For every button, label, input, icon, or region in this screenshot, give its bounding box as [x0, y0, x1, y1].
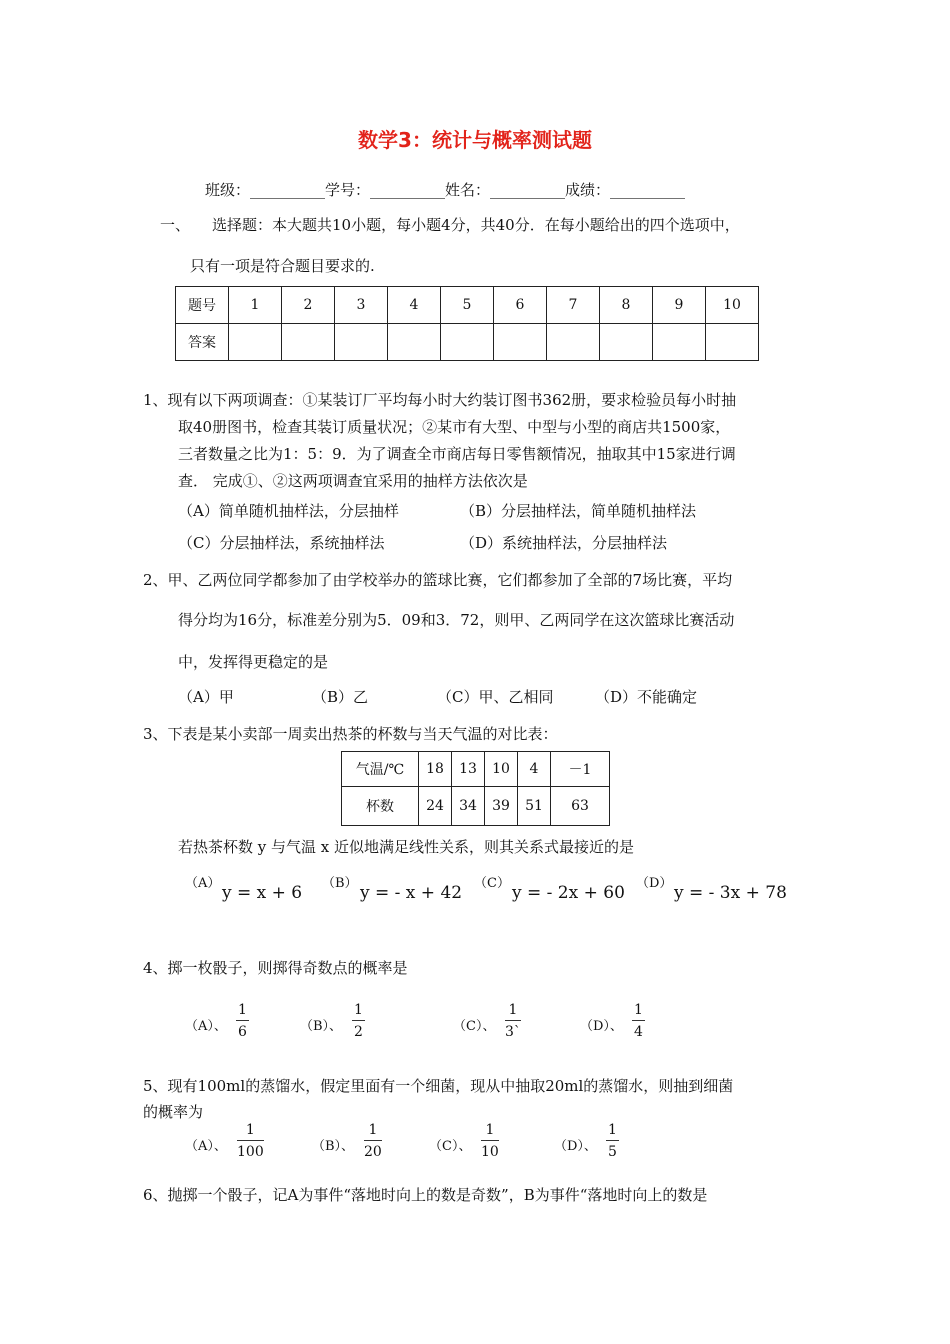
- answer-cell[interactable]: [335, 324, 388, 361]
- question-1-line: 查． 完成①、②这两项调查宜采用的抽样方法依次是: [178, 472, 528, 490]
- question-2-option-a[interactable]: （A）甲: [178, 688, 234, 706]
- question-3-option-b-label[interactable]: （B）: [322, 876, 358, 891]
- temperature-cell: －1: [551, 752, 610, 787]
- question-number-cell: 3: [335, 287, 388, 324]
- fraction-numerator: 1: [237, 1123, 264, 1141]
- fraction-numerator: 1: [364, 1123, 382, 1141]
- cups-cell: 34: [452, 787, 485, 826]
- question-2-line: 2、甲、乙两位同学都参加了由学校举办的篮球比赛，它们都参加了全部的7场比赛，平均: [143, 571, 733, 589]
- question-number-cell: 2: [282, 287, 335, 324]
- question-2-option-c[interactable]: （C）甲、乙相同: [437, 688, 554, 706]
- answer-cell[interactable]: [547, 324, 600, 361]
- fraction-denominator: 6: [238, 1024, 247, 1040]
- cups-cell: 39: [485, 787, 518, 826]
- fraction-numerator: 1: [236, 1003, 249, 1021]
- question-4-option-c-label[interactable]: （C）、: [453, 1019, 496, 1034]
- question-1-line: 三者数量之比为1：5：9．为了调查全市商店每日零售额情况，抽取其中15家进行调: [178, 445, 736, 463]
- question-number-cell: 10: [706, 287, 759, 324]
- cups-cell: 24: [419, 787, 452, 826]
- question-number-cell: 8: [600, 287, 653, 324]
- fraction-numerator: 1: [481, 1123, 499, 1141]
- fraction-denominator: 5: [608, 1144, 617, 1160]
- fraction-denominator: 100: [237, 1144, 264, 1160]
- answer-cell[interactable]: [600, 324, 653, 361]
- question-5-line: 的概率为: [143, 1103, 204, 1121]
- question-3-option-d-expr: y = - 3x + 78: [674, 883, 787, 903]
- student-info-line: 班级：__________学号：__________姓名：__________成绩：__________: [205, 181, 686, 199]
- question-5-option-c-label[interactable]: （C）、: [429, 1139, 472, 1154]
- question-3-stem: 3、下表是某小卖部一周卖出热茶的杯数与当天气温的对比表：: [143, 725, 558, 743]
- question-5-option-d-fraction: [606, 1123, 619, 1159]
- cups-row-label: 杯数: [342, 787, 419, 826]
- question-number-cell: 1: [229, 287, 282, 324]
- question-number-cell: 6: [494, 287, 547, 324]
- question-3-option-c-label[interactable]: （C）: [474, 876, 510, 891]
- question-1-line: 1、现有以下两项调查：①某装订厂平均每小时大约装订图书362册，要求检验员每小时抽: [143, 391, 737, 409]
- question-3-followup: 若热茶杯数 y 与气温 x 近似地满足线性关系，则其关系式最接近的是: [178, 838, 635, 856]
- question-number-cell: 7: [547, 287, 600, 324]
- question-2-line: 得分均为16分，标准差分别为5．09和3．72，则甲、乙两同学在这次篮球比赛活动: [178, 611, 735, 629]
- question-4-stem: 4、掷一枚骰子，则掷得奇数点的概率是: [143, 959, 408, 977]
- temperature-table: [341, 751, 610, 826]
- temperature-cell: 10: [485, 752, 518, 787]
- temperature-cell: 4: [518, 752, 551, 787]
- answer-cell[interactable]: [653, 324, 706, 361]
- question-3-option-a-expr: y = x + 6: [222, 883, 303, 903]
- section-instruction-line2: 只有一项是符合题目要求的.: [190, 257, 375, 275]
- fraction-numerator: 1: [606, 1123, 619, 1141]
- answer-cell[interactable]: [494, 324, 547, 361]
- question-number-cell: 5: [441, 287, 494, 324]
- question-3-option-c-expr: y = - 2x + 60: [512, 883, 625, 903]
- question-4-option-a-label[interactable]: （A）、: [185, 1019, 227, 1034]
- question-4-option-a-fraction: [236, 1003, 249, 1039]
- question-number-cell: 9: [653, 287, 706, 324]
- temperature-cell: 13: [452, 752, 485, 787]
- fraction-denominator: 20: [364, 1144, 382, 1160]
- question-2-option-d[interactable]: （D）不能确定: [595, 688, 698, 706]
- temperature-row-label: 气温/℃: [342, 752, 419, 787]
- question-4-option-c-fraction: [505, 1003, 521, 1039]
- question-3-option-a-label[interactable]: （A）: [185, 876, 221, 891]
- question-5-option-d-label[interactable]: （D）、: [554, 1139, 597, 1154]
- question-6-line: 6、抛掷一个骰子，记A为事件“落地时向上的数是奇数”，B为事件“落地时向上的数是: [143, 1186, 708, 1204]
- answer-table: [175, 286, 759, 361]
- question-1-option-c[interactable]: （C）分层抽样法，系统抽样法: [178, 534, 385, 552]
- answer-cell[interactable]: [229, 324, 282, 361]
- page-title: 数学3：统计与概率测试题: [358, 128, 592, 152]
- section-instruction-line1: 选择题：本大题共10小题，每小题4分，共40分．在每小题给出的四个选项中，: [212, 216, 740, 234]
- fraction-denominator: 4: [634, 1024, 643, 1040]
- question-3-option-b-expr: y = - x + 42: [360, 883, 463, 903]
- question-4-option-d-label[interactable]: （D）、: [580, 1019, 623, 1034]
- question-1-option-a[interactable]: （A）简单随机抽样法，分层抽样: [178, 502, 399, 520]
- question-5-option-a-label[interactable]: （A）、: [185, 1139, 227, 1154]
- table-header-cell: 答案: [176, 324, 229, 361]
- question-number-cell: 4: [388, 287, 441, 324]
- answer-cell[interactable]: [706, 324, 759, 361]
- section-number: 一、: [160, 216, 191, 234]
- question-1-option-d[interactable]: （D）系统抽样法，分层抽样法: [460, 534, 668, 552]
- question-1-option-b[interactable]: （B）分层抽样法，简单随机抽样法: [460, 502, 697, 520]
- question-5-line: 5、现有100ml的蒸馏水，假定里面有一个细菌，现从中抽取20ml的蒸馏水，则抽到细菌: [143, 1077, 734, 1095]
- cups-cell: 63: [551, 787, 610, 826]
- answer-cell[interactable]: [441, 324, 494, 361]
- question-5-option-c-fraction: [481, 1123, 499, 1159]
- fraction-denominator: 2: [354, 1024, 363, 1040]
- question-4-option-b-label[interactable]: （B）、: [300, 1019, 343, 1034]
- fraction-denominator: 3`: [505, 1024, 521, 1040]
- fraction-numerator: 1: [352, 1003, 365, 1021]
- question-2-line: 中，发挥得更稳定的是: [178, 653, 329, 671]
- cups-cell: 51: [518, 787, 551, 826]
- question-5-option-b-fraction: [364, 1123, 382, 1159]
- question-3-option-d-label[interactable]: （D）: [636, 876, 673, 891]
- question-2-option-b[interactable]: （B）乙: [312, 688, 369, 706]
- temperature-cell: 18: [419, 752, 452, 787]
- question-5-option-a-fraction: [237, 1123, 264, 1159]
- question-4-option-b-fraction: [352, 1003, 365, 1039]
- fraction-denominator: 10: [481, 1144, 499, 1160]
- question-5-option-b-label[interactable]: （B）、: [312, 1139, 355, 1154]
- fraction-numerator: 1: [505, 1003, 521, 1021]
- table-header-cell: 题号: [176, 287, 229, 324]
- answer-cell[interactable]: [388, 324, 441, 361]
- fraction-numerator: 1: [632, 1003, 645, 1021]
- answer-cell[interactable]: [282, 324, 335, 361]
- question-1-line: 取40册图书，检查其装订质量状况；②某市有大型、中型与小型的商店共1500家，: [178, 418, 731, 436]
- question-4-option-d-fraction: [632, 1003, 645, 1039]
